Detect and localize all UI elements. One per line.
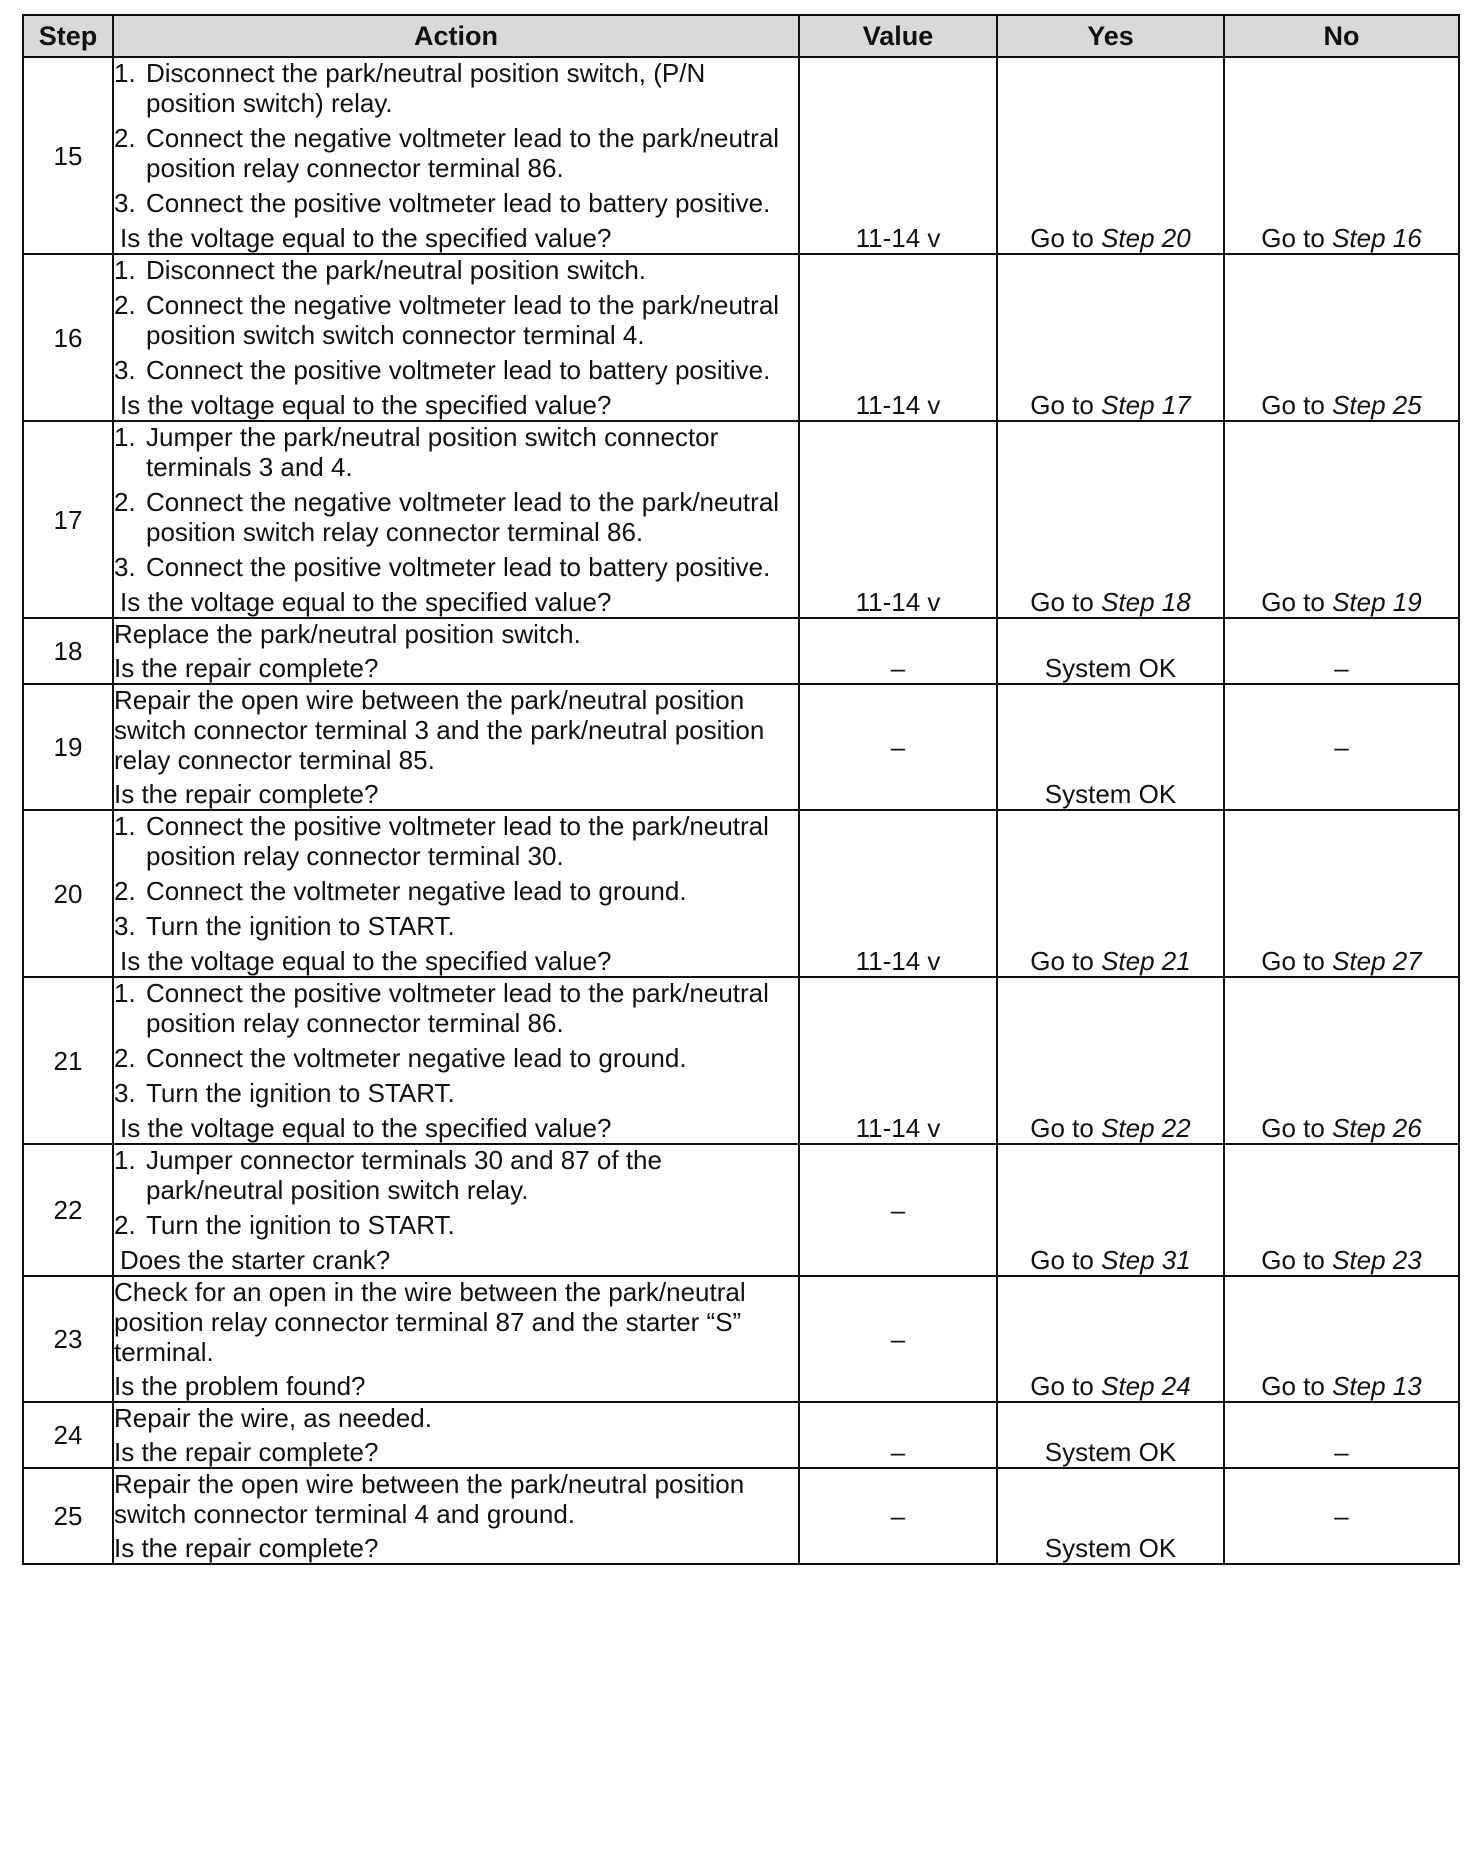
value-cell: – xyxy=(799,1276,997,1402)
value-cell: 11-14 v xyxy=(799,421,997,618)
action-text: Repair the wire, as needed. xyxy=(114,1403,432,1433)
action-steps xyxy=(114,1145,798,1240)
yes-cell: System OK xyxy=(997,1468,1224,1564)
action-cell xyxy=(113,421,799,618)
yes-step-link: Step 22 xyxy=(1101,1113,1191,1143)
value-cell: 11-14 v xyxy=(799,977,997,1144)
action-cell xyxy=(113,618,799,684)
action-step: 1. Jumper connector terminals 30 and 87 of the park/neutral position switch relay. xyxy=(114,1145,662,1205)
action-cell xyxy=(113,1402,799,1468)
no-cell: Go to Step 16 xyxy=(1224,57,1459,254)
yes-step-link: Step 31 xyxy=(1101,1245,1191,1275)
no-cell: Go to Step 26 xyxy=(1224,977,1459,1144)
yes-cell: Go to Step 31 xyxy=(997,1144,1224,1276)
step-number: 20 xyxy=(23,810,113,977)
header-value: Value xyxy=(799,15,997,57)
action-text: Check for an open in the wire between the park/neutral position relay connector terminal 87 and the starter “S” terminal. xyxy=(114,1277,746,1367)
no-cell: Go to Step 13 xyxy=(1224,1276,1459,1402)
step-number: 21 xyxy=(23,977,113,1144)
action-text: Replace the park/neutral position switch. xyxy=(114,619,581,649)
yes-cell: Go to Step 20 xyxy=(997,57,1224,254)
action-steps xyxy=(114,978,798,1108)
table-row xyxy=(23,684,1459,810)
step-number: 25 xyxy=(23,1468,113,1564)
action-cell xyxy=(113,977,799,1144)
value-cell: 11-14 v xyxy=(799,254,997,421)
step-number: 23 xyxy=(23,1276,113,1402)
table-row xyxy=(23,618,1459,684)
action-step: 1. Disconnect the park/neutral position switch. xyxy=(114,255,647,285)
action-step: 2. Connect the voltmeter negative lead to ground. xyxy=(114,876,687,906)
action-step: 3. Turn the ignition to START. xyxy=(114,911,455,941)
step-number: 16 xyxy=(23,254,113,421)
header-row xyxy=(23,15,1459,57)
no-cell: Go to Step 25 xyxy=(1224,254,1459,421)
no-cell: Go to Step 27 xyxy=(1224,810,1459,977)
value-cell: – xyxy=(799,1402,997,1468)
table-row xyxy=(23,1144,1459,1276)
action-question: Is the repair complete? xyxy=(114,1437,379,1467)
header-yes: Yes xyxy=(997,15,1224,57)
action-question: Is the repair complete? xyxy=(114,653,379,683)
yes-step-link: Step 21 xyxy=(1101,946,1191,976)
action-step: 3. Connect the positive voltmeter lead to battery positive. xyxy=(114,355,771,385)
header-action: Action xyxy=(113,15,799,57)
no-cell: – xyxy=(1224,1402,1459,1468)
yes-cell: System OK xyxy=(997,1402,1224,1468)
action-steps xyxy=(114,58,798,218)
value-cell: – xyxy=(799,1144,997,1276)
action-question: Is the repair complete? xyxy=(114,1533,379,1563)
action-step: 1. Disconnect the park/neutral position switch, (P/N position switch) relay. xyxy=(114,58,706,118)
action-cell xyxy=(113,1276,799,1402)
table-row xyxy=(23,977,1459,1144)
header-no: No xyxy=(1224,15,1459,57)
yes-cell: Go to Step 24 xyxy=(997,1276,1224,1402)
action-text: Repair the open wire between the park/neutral position switch connector terminal 3 and the park/neutral position relay connector terminal 85. xyxy=(114,685,765,775)
action-step: 2. Connect the voltmeter negative lead to ground. xyxy=(114,1043,687,1073)
action-question: Is the voltage equal to the specified value? xyxy=(120,946,612,976)
yes-cell: Go to Step 22 xyxy=(997,977,1224,1144)
value-cell: 11-14 v xyxy=(799,810,997,977)
action-step: 2. Turn the ignition to START. xyxy=(114,1210,455,1240)
action-cell xyxy=(113,684,799,810)
no-step-link: Step 26 xyxy=(1332,1113,1422,1143)
yes-step-link: Step 24 xyxy=(1101,1371,1191,1401)
yes-cell: System OK xyxy=(997,684,1224,810)
table-row xyxy=(23,810,1459,977)
action-question: Is the voltage equal to the specified value? xyxy=(120,223,612,253)
action-question: Is the voltage equal to the specified value? xyxy=(120,587,612,617)
action-step: 3. Turn the ignition to START. xyxy=(114,1078,455,1108)
action-cell xyxy=(113,810,799,977)
action-cell xyxy=(113,1468,799,1564)
action-steps xyxy=(114,811,798,941)
action-question: Is the voltage equal to the specified value? xyxy=(120,1113,612,1143)
diagnostic-table xyxy=(22,14,1460,1565)
action-question: Is the repair complete? xyxy=(114,779,379,809)
action-cell xyxy=(113,1144,799,1276)
table-row xyxy=(23,57,1459,254)
action-step: 2. Connect the negative voltmeter lead to the park/neutral position relay connector terminal 86. xyxy=(114,123,780,183)
value-cell: – xyxy=(799,684,997,810)
action-step: 2. Connect the negative voltmeter lead to the park/neutral position switch relay connector terminal 86. xyxy=(114,487,780,547)
step-number: 18 xyxy=(23,618,113,684)
action-step: 1. Connect the positive voltmeter lead to the park/neutral position relay connector terminal 86. xyxy=(114,978,769,1038)
table-row xyxy=(23,1468,1459,1564)
table-row xyxy=(23,1276,1459,1402)
header-step: Step xyxy=(23,15,113,57)
no-cell: – xyxy=(1224,618,1459,684)
action-cell xyxy=(113,57,799,254)
action-question: Does the starter crank? xyxy=(120,1245,391,1275)
yes-step-link: Step 18 xyxy=(1101,587,1191,617)
action-steps xyxy=(114,422,798,582)
no-cell: Go to Step 19 xyxy=(1224,421,1459,618)
no-cell: – xyxy=(1224,684,1459,810)
no-step-link: Step 13 xyxy=(1332,1371,1422,1401)
no-step-link: Step 27 xyxy=(1332,946,1422,976)
action-step: 3. Connect the positive voltmeter lead to battery positive. xyxy=(114,552,771,582)
no-step-link: Step 19 xyxy=(1332,587,1422,617)
no-step-link: Step 16 xyxy=(1332,223,1422,253)
action-step: 3. Connect the positive voltmeter lead to battery positive. xyxy=(114,188,771,218)
action-question: Is the problem found? xyxy=(114,1371,366,1401)
action-text: Repair the open wire between the park/neutral position switch connector terminal 4 and ground. xyxy=(114,1469,745,1529)
yes-cell: Go to Step 17 xyxy=(997,254,1224,421)
step-number: 22 xyxy=(23,1144,113,1276)
step-number: 24 xyxy=(23,1402,113,1468)
action-cell xyxy=(113,254,799,421)
table-row xyxy=(23,254,1459,421)
action-step: 1. Jumper the park/neutral position switch connector terminals 3 and 4. xyxy=(114,422,719,482)
action-step: 1. Connect the positive voltmeter lead to the park/neutral position relay connector terminal 30. xyxy=(114,811,769,871)
value-cell: – xyxy=(799,618,997,684)
action-step: 2. Connect the negative voltmeter lead to the park/neutral position switch switch connector terminal 4. xyxy=(114,290,780,350)
step-number: 15 xyxy=(23,57,113,254)
no-cell: Go to Step 23 xyxy=(1224,1144,1459,1276)
table-row xyxy=(23,421,1459,618)
yes-step-link: Step 20 xyxy=(1101,223,1191,253)
table-row xyxy=(23,1402,1459,1468)
yes-cell: Go to Step 18 xyxy=(997,421,1224,618)
value-cell: – xyxy=(799,1468,997,1564)
yes-step-link: Step 17 xyxy=(1101,390,1191,420)
value-cell: 11-14 v xyxy=(799,57,997,254)
no-cell: – xyxy=(1224,1468,1459,1564)
no-step-link: Step 23 xyxy=(1332,1245,1422,1275)
action-steps xyxy=(114,255,798,385)
action-question: Is the voltage equal to the specified value? xyxy=(120,390,612,420)
yes-cell: System OK xyxy=(997,618,1224,684)
step-number: 17 xyxy=(23,421,113,618)
yes-cell: Go to Step 21 xyxy=(997,810,1224,977)
step-number: 19 xyxy=(23,684,113,810)
no-step-link: Step 25 xyxy=(1332,390,1422,420)
